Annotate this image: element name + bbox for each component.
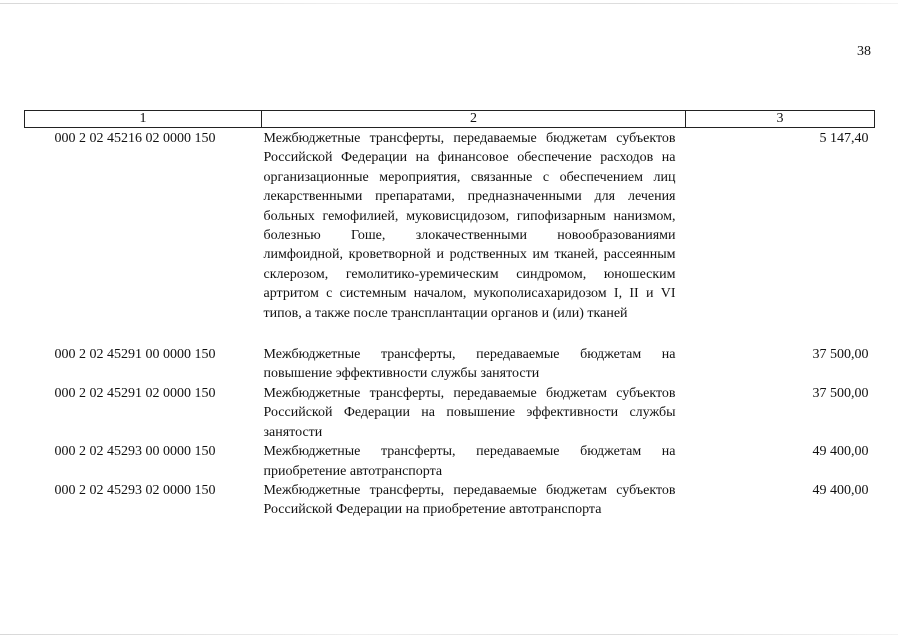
budget-code: 000 2 02 45293 00 0000 150 (54, 444, 216, 460)
column-header-code: 1 (25, 111, 262, 128)
budget-code: 000 2 02 45291 00 0000 150 (54, 347, 216, 363)
budget-item-name: Межбюджетные трансферты, передаваемые бюджетам на повышение эффективности службы занятости (263, 347, 676, 382)
table-row (25, 128, 875, 324)
budget-code: 000 2 02 45216 02 0000 150 (54, 131, 216, 146)
budget-amount: 49 400,00 (812, 482, 869, 498)
budget-amount: 37 500,00 (812, 347, 869, 363)
column-header-name: 2 (262, 111, 686, 128)
budget-item-name: Межбюджетные трансферты, передаваемые бюджетам субъектов Российской Федерации на финансовое обеспечение расходов на организационные мероприятия, связанные с обеспечением лиц лекарственными препаратами, предназначенными для лечения больных гемофилией, муковисцидозом, гипофизарным нанизмом, болезнью Гоше, злокачественными новообразованиями лимфоидной, кроветворной и родственных им тканей, рассеянным склерозом, гемолитико-уремическим синдромом, юношеским артритом с системным началом, мукополисахаридозом I, II и VI типов, а также после трансплантации органов и (или) тканей (263, 131, 676, 321)
scan-edge-bottom (0, 634, 898, 635)
column-header-sum: 3 (686, 111, 875, 128)
budget-amount: 49 400,00 (812, 444, 869, 460)
budget-item-name: Межбюджетные трансферты, передаваемые бюджетам субъектов Российской Федерации на повышение эффективности службы занятости (263, 385, 676, 440)
budget-amount: 5 147,40 (819, 131, 869, 146)
row-spacer (25, 323, 875, 345)
budget-table (24, 110, 875, 520)
budget-item-name: Межбюджетные трансферты, передаваемые бюджетам субъектов Российской Федерации на приобретение автотранспорта (263, 482, 676, 518)
scan-edge-top (0, 3, 898, 4)
budget-code: 000 2 02 45293 02 0000 150 (54, 482, 216, 498)
table-row (25, 384, 875, 442)
table-row (25, 345, 875, 384)
budget-code: 000 2 02 45291 02 0000 150 (54, 385, 216, 401)
budget-item-name: Межбюджетные трансферты, передаваемые бюджетам на приобретение автотранспорта (263, 444, 676, 479)
budget-amount: 37 500,00 (812, 385, 869, 401)
table-header-row (25, 111, 875, 128)
table-row (25, 481, 875, 520)
page-number: 38 (857, 44, 871, 59)
table-row (25, 442, 875, 481)
